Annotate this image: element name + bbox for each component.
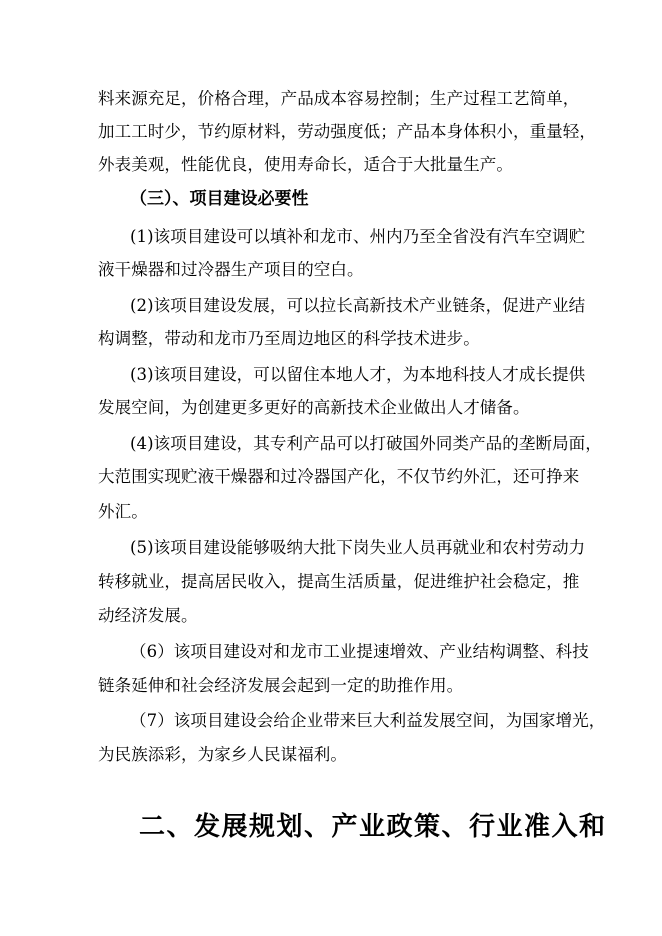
intro-line-2: 加工工时少，节约原材料，劳动强度低；产品本身体积小，重量轻，: [98, 122, 596, 141]
item-2-line-1: (2)该项目建设发展，可以拉长高新技术产业链条，促进产业结: [130, 296, 586, 315]
item-5-line-3: 动经济发展。: [98, 606, 198, 625]
intro-line-1: 料来源充足，价格合理，产品成本容易控制；生产过程工艺简单，: [98, 89, 580, 108]
item-5-line-1: (5)该项目建设能够吸纳大批下岗失业人员再就业和农村劳动力: [130, 538, 586, 557]
item-1-line-2: 液干燥器和过冷器生产项目的空白。: [98, 260, 364, 279]
item-1-line-1: (1)该项目建设可以填补和龙市、州内乃至全省没有汽车空调贮: [130, 227, 586, 246]
item-5-line-2: 转移就业，提高居民收入，提高生活质量，促进维护社会稳定，推: [98, 572, 580, 591]
item-7-line-2: 为民族添彩，为家乡人民谋福利。: [98, 745, 347, 764]
item-3-line-1: (3)该项目建设，可以留住本地人才，为本地科技人才成长提供: [130, 365, 586, 384]
item-4-line-1: (4)该项目建设，其专利产品可以打破国外同类产品的垄断局面，: [130, 434, 602, 453]
item-4-line-2: 大范围实现贮液干燥器和过冷器国产化，不仅节约外汇，还可挣来: [98, 467, 580, 486]
chapter-heading: 二、发展规划、产业政策、行业准入和: [139, 812, 607, 842]
item-6-line-2: 链条延伸和社会经济发展会起到一定的助推作用。: [98, 676, 464, 695]
item-6-line-1: （6）该项目建设对和龙市工业提速增效、产业结构调整、科技: [130, 642, 589, 661]
item-2-line-2: 构调整，带动和龙市乃至周边地区的科学技术进步。: [98, 329, 480, 348]
item-7-line-1: （7）该项目建设会给企业带来巨大利益发展空间，为国家增光，: [130, 711, 606, 730]
section-heading-necessity: （三）、项目建设必要性: [130, 189, 309, 209]
intro-line-3: 外表美观，性能优良，使用寿命长，适合于大批量生产。: [98, 155, 513, 174]
item-4-line-3: 外汇。: [98, 502, 148, 521]
item-3-line-2: 发展空间，为创建更多更好的高新技术企业做出人才储备。: [98, 398, 530, 417]
